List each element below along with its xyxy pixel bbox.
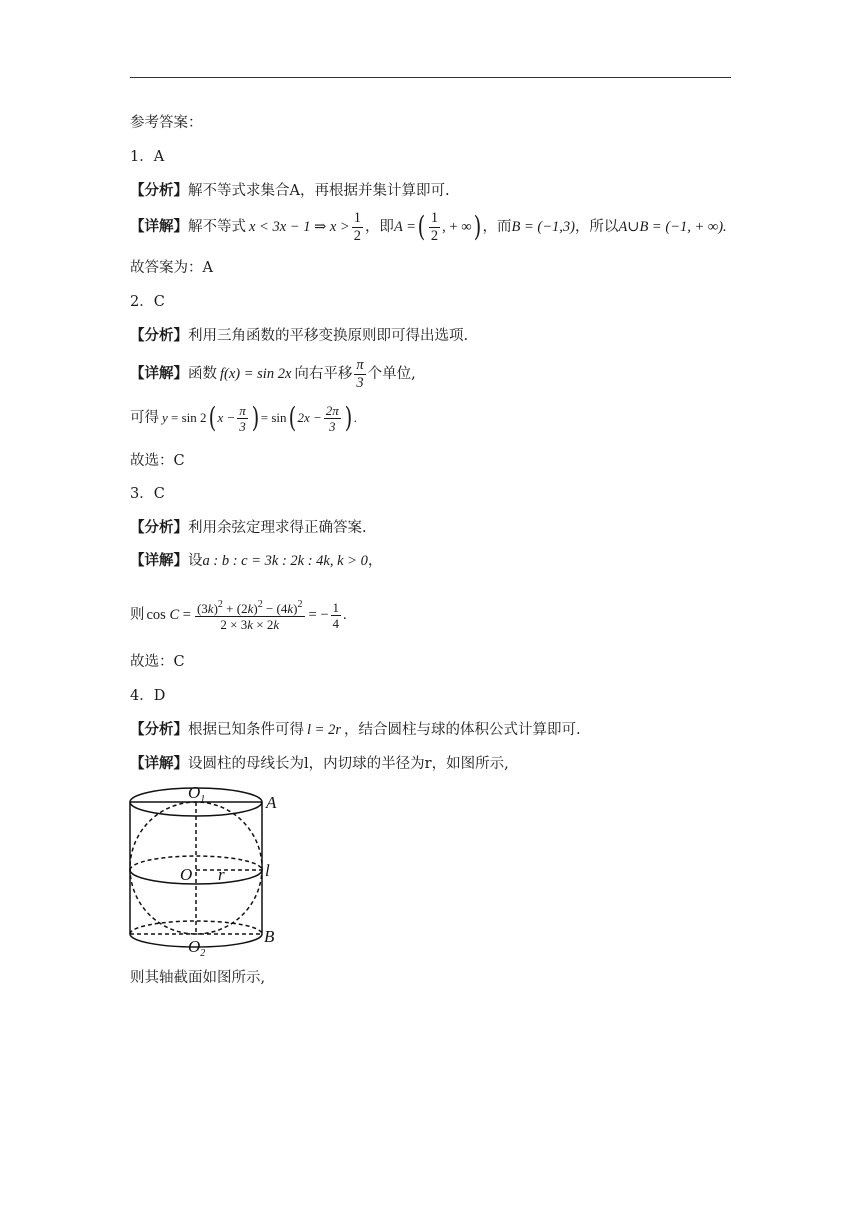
q3-conclusion: 故选：C [130,654,185,670]
q3-answer: 3．C [130,486,165,502]
q3-detail: 【详解】设a : b : c = 3k : 2k : 4k, k > 0， [130,552,383,569]
q1-detail: 【详解】 解不等式 x < 3x − 1 ⇒ x > $\frac{1}{2}$ ，即 A = ( $\frac{1}{2}$ , + ∞ ) ，而 B = (−1,3) ，所以 A∪B = (−1, + ∞). [130,210,727,244]
label-O1: $O_1$ [188,784,206,805]
header-rule [130,77,731,78]
label-l: l [265,861,270,880]
q2-detail: 【详解】 函数 f(x) = sin 2x 向右平移 $\frac{\pi}{3}$ 个单位, [130,357,416,391]
q2-result: 可得 y = sin 2 ( x − $\frac{\pi}{3}$ ) = sin ( 2x − $\frac{2\pi}{3}$ ) . [130,401,357,434]
q1-frac-half: $\frac{1}{2}$ [353,210,361,244]
q1-analysis: 【分析】解不等式求集合A，再根据并集计算即可. [130,182,450,199]
q2-analysis: 【分析】利用三角函数的平移变换原则即可得出选项. [130,327,469,344]
label-r: r [218,865,225,884]
q3-cos: 则 cos C = $\frac{(3k)^2 + (2k)^2 - (4k)^2}{2 \times 3k \times 2k}$ = − $\frac{1}{4}$ . [130,598,347,632]
label-A: A [266,793,277,812]
q4-analysis: 【分析】根据已知条件可得 l = 2r ，结合圆柱与球的体积公式计算即可. [130,721,581,738]
q1-conclusion: 故答案为：A [130,260,213,276]
q4-after-figure: 则其轴截面如图所示, [130,970,266,986]
q3-analysis: 【分析】利用余弦定理求得正确答案. [130,519,367,536]
label-B: B [264,927,275,946]
q4-detail: 【详解】设圆柱的母线长为l，内切球的半径为r，如图所示, [130,755,509,772]
label-O: O [180,865,193,884]
q4-answer: 4．D [130,688,166,704]
cylinder-inscribed-sphere-figure [128,784,288,959]
answers-heading: 参考答案： [130,115,203,131]
q2-answer: 2．C [130,294,165,310]
label-O2: $O_2$ [188,937,206,959]
q1-answer: 1．A [130,149,165,165]
q2-conclusion: 故选：C [130,453,185,469]
